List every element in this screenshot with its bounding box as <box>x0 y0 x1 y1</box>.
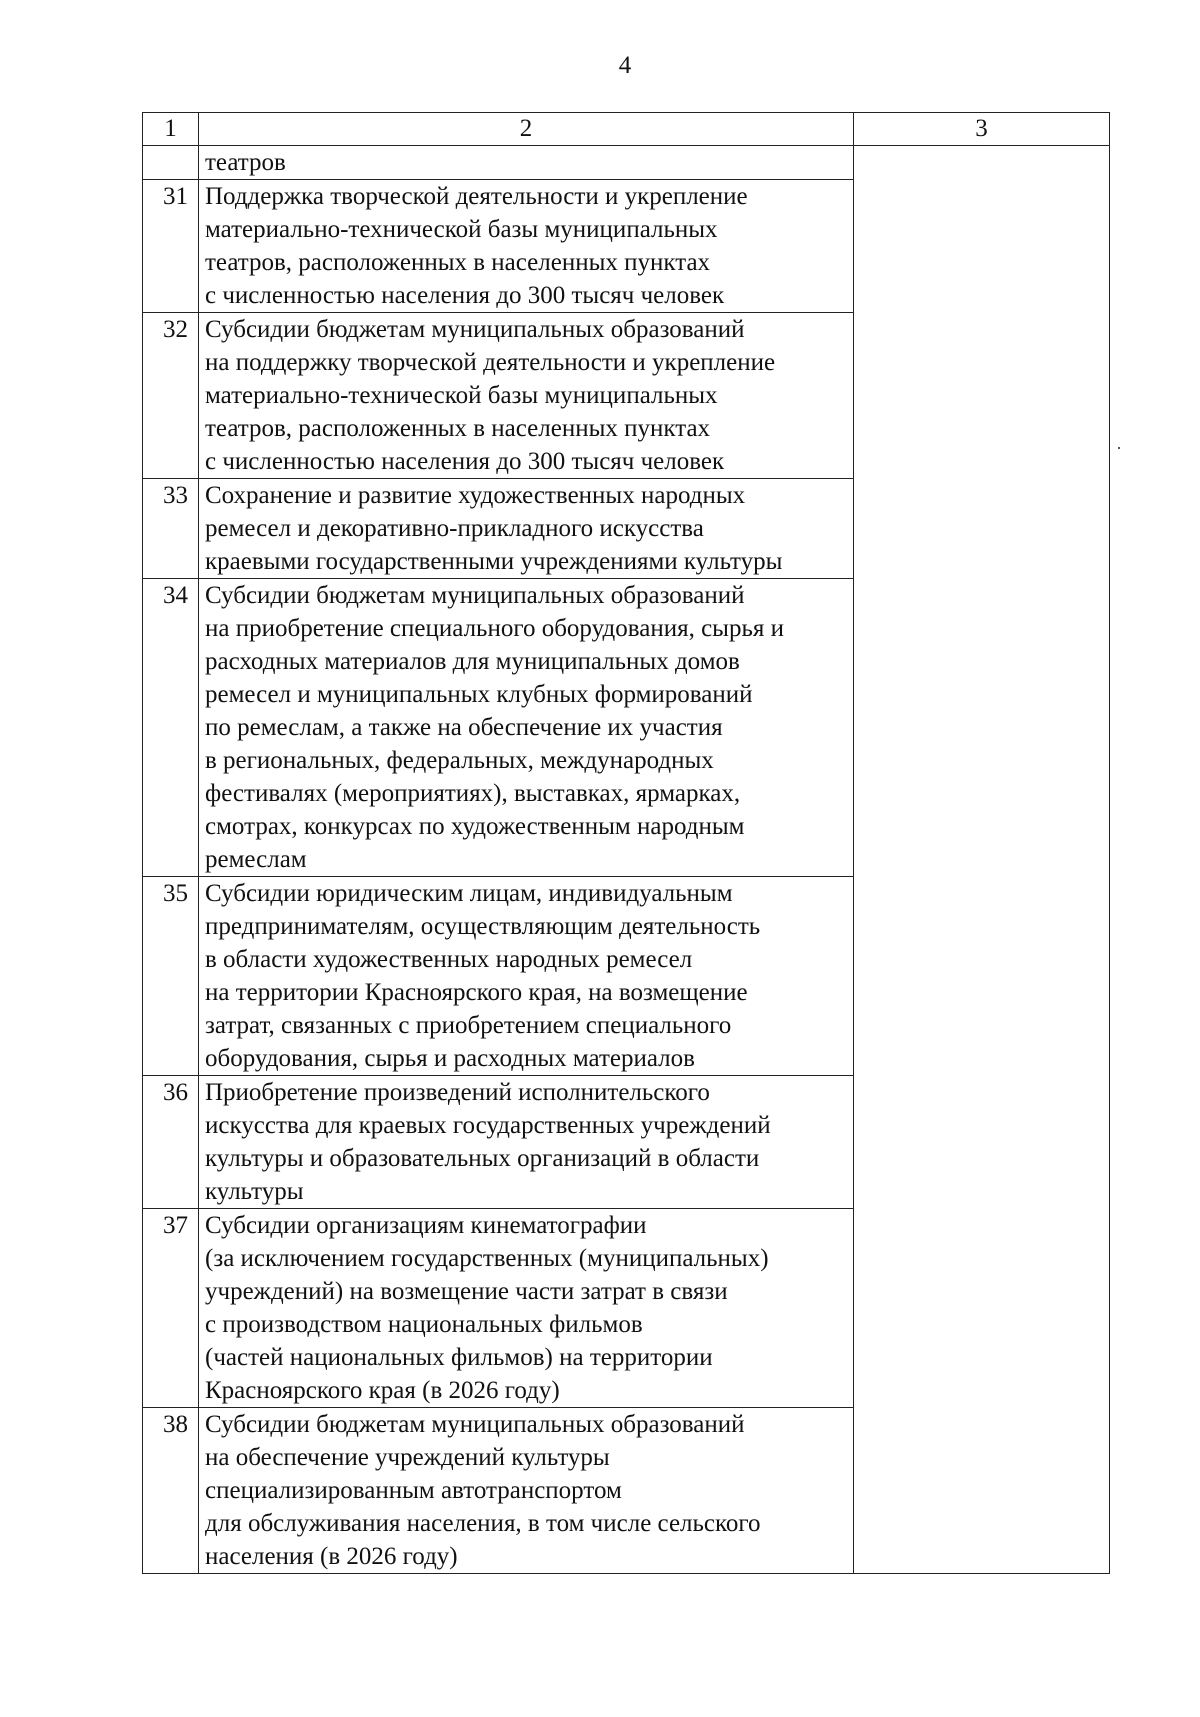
column-header-1: 1 <box>143 113 199 146</box>
row-text-line: краевыми государственными учреждениями культуры <box>205 548 783 575</box>
row-text-line: в региональных, федеральных, международных <box>205 747 714 774</box>
row-text-line: материально-технической базы муниципальных <box>205 216 718 243</box>
row-number-cell: 31 <box>143 180 199 313</box>
row-text-line: театров, расположенных в населенных пунктах <box>205 415 711 442</box>
row-text-line: Поддержка творческой деятельности и укрепление <box>205 183 748 210</box>
table-header-row <box>143 113 1110 146</box>
row-text-cell <box>199 579 854 877</box>
row-text-line: культуры и образовательных организаций в области <box>205 1145 760 1172</box>
column-3-cell <box>854 146 1110 1574</box>
row-number-cell <box>143 146 199 180</box>
row-text-line: учреждений) на возмещение части затрат в связи <box>205 1278 728 1305</box>
row-number-cell: 37 <box>143 1209 199 1408</box>
row-text-cell <box>199 180 854 313</box>
row-text-line: (частей национальных фильмов) на территории <box>205 1344 713 1371</box>
page-number: 4 <box>618 52 632 79</box>
row-text-line: по ремеслам, а также на обеспечение их участия <box>205 714 723 741</box>
row-text-line: ремесел и муниципальных клубных формирований <box>205 681 753 708</box>
row-text-line: с численностью населения до 300 тысяч человек <box>205 448 725 475</box>
row-text-cell <box>199 146 854 180</box>
row-text-line: в области художественных народных ремесел <box>205 946 693 973</box>
row-text-line: театров <box>205 149 286 176</box>
row-text-line: искусства для краевых государственных учреждений <box>205 1112 771 1139</box>
row-number-cell: 33 <box>143 479 199 579</box>
row-number-cell: 34 <box>143 579 199 877</box>
row-text-line: культуры <box>205 1178 304 1205</box>
row-text-line: затрат, связанных с приобретением специального <box>205 1012 732 1039</box>
row-text-line: с численностью населения до 300 тысяч человек <box>205 282 725 309</box>
row-text-line: Субсидии юридическим лицам, индивидуальным <box>205 880 733 907</box>
table-body <box>143 146 1110 1574</box>
column-header-3: 3 <box>854 113 1110 146</box>
row-text-line: Субсидии организациям кинематографии <box>205 1212 647 1239</box>
row-text-line: Субсидии бюджетам муниципальных образований <box>205 316 745 343</box>
row-text-line: на поддержку творческой деятельности и укрепление <box>205 349 776 376</box>
row-text-line: Субсидии бюджетам муниципальных образований <box>205 1411 745 1438</box>
row-text-line: (за исключением государственных (муниципальных) <box>205 1245 769 1272</box>
row-text-line: на территории Красноярского края, на возмещение <box>205 979 748 1006</box>
column-header-2: 2 <box>199 113 854 146</box>
row-text-line: специализированным автотранспортом <box>205 1477 622 1504</box>
row-text-line: оборудования, сырья и расходных материалов <box>205 1045 695 1072</box>
row-text-cell <box>199 877 854 1076</box>
row-text-line: предпринимателям, осуществляющим деятельность <box>205 913 761 940</box>
row-number-cell: 32 <box>143 313 199 479</box>
row-text-line: фестивалях (мероприятиях), выставках, ярмарках, <box>205 780 741 807</box>
row-text-cell <box>199 479 854 579</box>
row-number-cell: 35 <box>143 877 199 1076</box>
row-text-line: театров, расположенных в населенных пунктах <box>205 249 711 276</box>
row-text-line: Красноярского края (в 2026 году) <box>205 1377 560 1404</box>
row-text-line: Субсидии бюджетам муниципальных образований <box>205 582 745 609</box>
row-text-cell <box>199 313 854 479</box>
row-text-line: ремесел и декоративно-прикладного искусства <box>205 515 704 542</box>
row-text-line: Приобретение произведений исполнительского <box>205 1079 710 1106</box>
row-text-line: Сохранение и развитие художественных народных <box>205 482 746 509</box>
row-text-cell <box>199 1408 854 1574</box>
row-text-cell <box>199 1076 854 1209</box>
table-row-continuation <box>143 146 1110 180</box>
row-text-line: ремеслам <box>205 846 307 873</box>
row-text-line: для обслуживания населения, в том числе сельского <box>205 1510 761 1537</box>
row-text-line: смотрах, конкурсах по художественным народным <box>205 813 745 840</box>
scan-speck <box>1118 447 1120 449</box>
row-number-cell: 38 <box>143 1408 199 1574</box>
row-text-line: с производством национальных фильмов <box>205 1311 643 1338</box>
row-text-line: материально-технической базы муниципальных <box>205 382 718 409</box>
document-table <box>142 112 1110 1574</box>
row-number-cell: 36 <box>143 1076 199 1209</box>
row-text-line: на приобретение специального оборудования, сырья и <box>205 615 784 642</box>
row-text-line: на обеспечение учреждений культуры <box>205 1444 610 1471</box>
row-text-line: населения (в 2026 году) <box>205 1543 458 1570</box>
row-text-line: расходных материалов для муниципальных домов <box>205 648 740 675</box>
row-text-cell <box>199 1209 854 1408</box>
